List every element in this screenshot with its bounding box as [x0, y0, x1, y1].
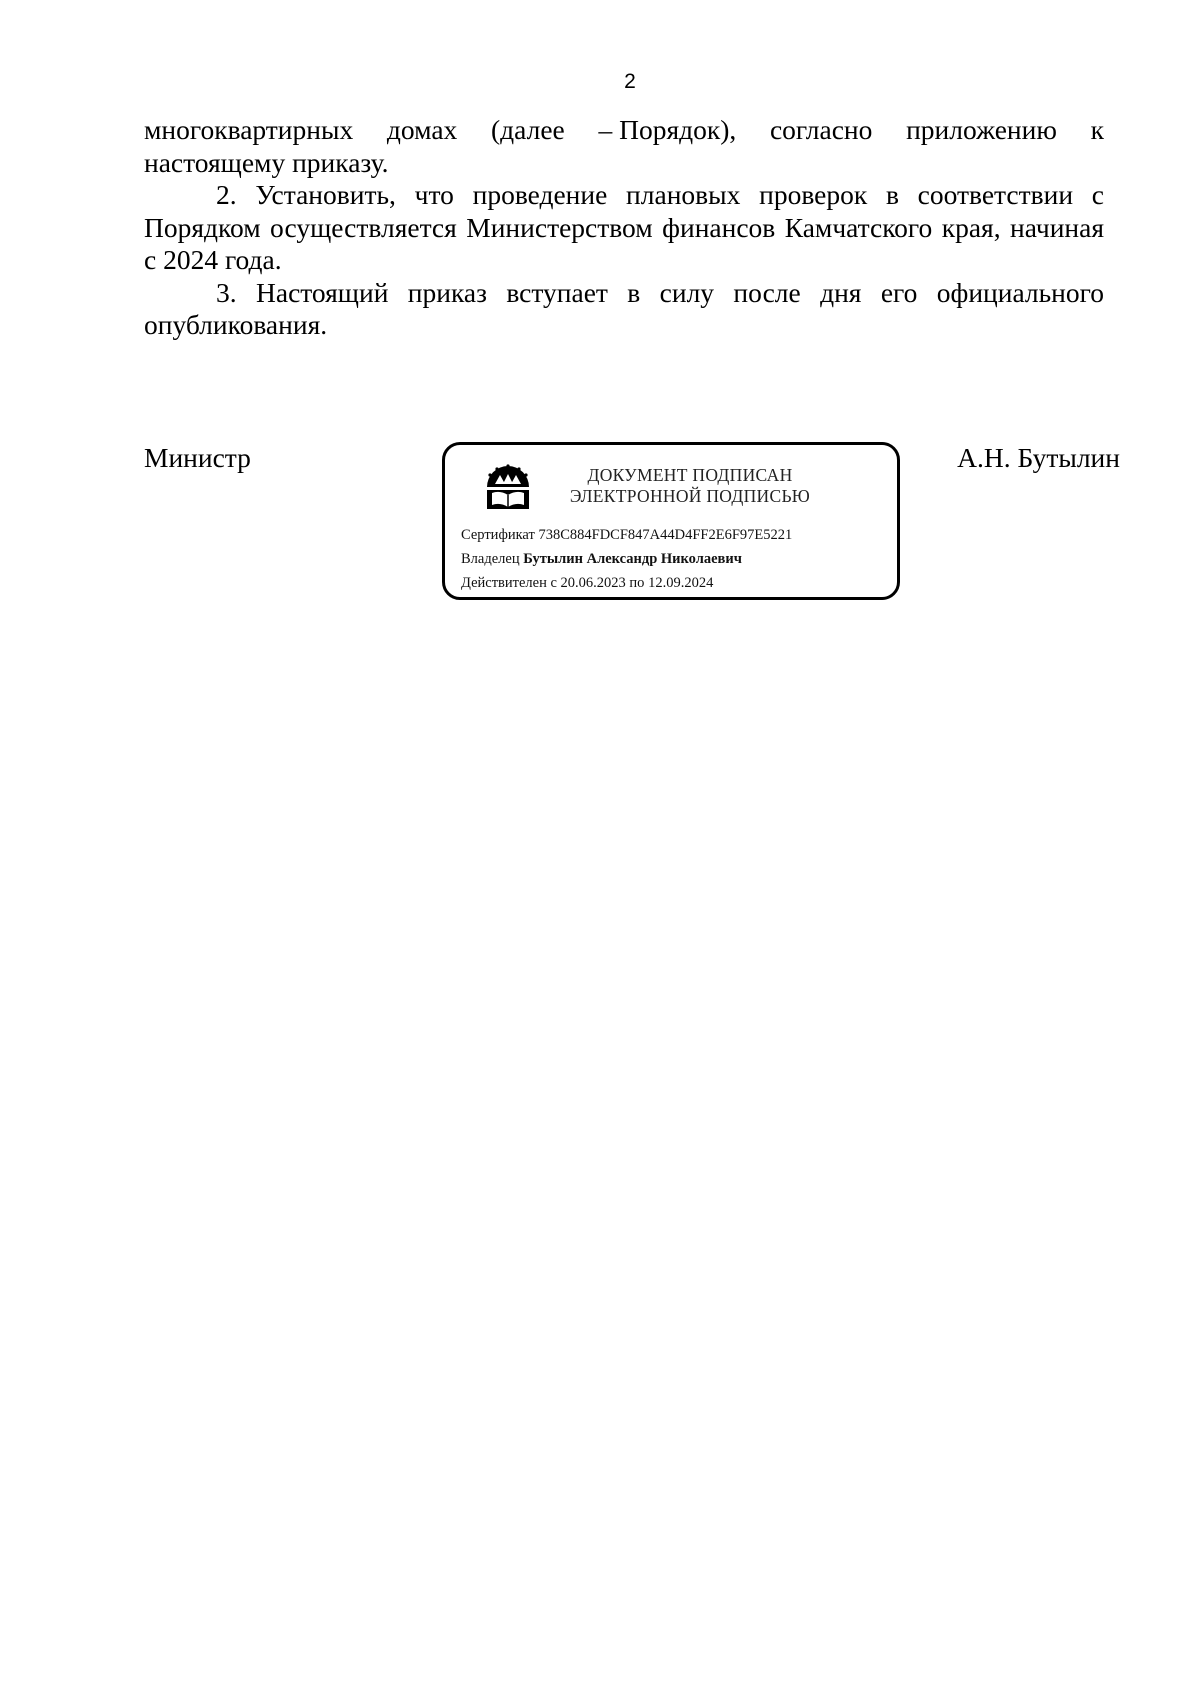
- signature-name: А.Н. Бутылин: [957, 442, 1120, 473]
- page-number: 2: [624, 70, 636, 93]
- certificate-label: Сертификат: [461, 527, 535, 543]
- owner-value: Бутылин Александр Николаевич: [523, 551, 742, 567]
- kamchatka-emblem-icon: [483, 463, 533, 513]
- owner-label: Владелец: [461, 551, 520, 567]
- signature-position: Министр: [144, 442, 251, 473]
- stamp-certificate-line: [461, 527, 792, 544]
- word: к: [1090, 114, 1104, 145]
- paragraph-3: 3. Настоящий приказ вступает в силу после дня его официального опубликования.: [144, 276, 1104, 340]
- stamp-validity-line: [461, 575, 713, 592]
- stamp-header-line-2: ЭЛЕКТРОННОЙ ПОДПИСЬЮ: [569, 486, 811, 506]
- electronic-signature-stamp: [442, 442, 900, 600]
- document-body: [144, 114, 1104, 342]
- stamp-owner-line: [461, 551, 742, 568]
- valid-from: 20.06.2023: [560, 575, 626, 591]
- valid-to-label: по: [629, 575, 645, 591]
- word: (далее: [491, 114, 565, 145]
- word: – Порядок),: [598, 114, 737, 145]
- paragraph-1-first-line: [144, 114, 1104, 147]
- stamp-header-line-1: ДОКУМЕНТ ПОДПИСАН: [587, 465, 793, 485]
- paragraph-1-rest: настоящему приказу.: [144, 146, 389, 178]
- word: приложению: [906, 114, 1057, 145]
- certificate-value: 738C884FDCF847A44D4FF2E6F97E5221: [538, 527, 793, 543]
- paragraph-2: 2. Установить, что проведение плановых проверок в соответствии с Порядком осуществляется Министерством финансов Камчатского края, начиная с 2024 года.: [144, 179, 1104, 275]
- word: домах: [386, 114, 458, 145]
- word: многоквартирных: [144, 114, 354, 145]
- stamp-header: [545, 465, 835, 507]
- valid-label: Действителен с: [461, 575, 557, 591]
- word: согласно: [769, 114, 873, 145]
- valid-to: 12.09.2024: [648, 575, 714, 591]
